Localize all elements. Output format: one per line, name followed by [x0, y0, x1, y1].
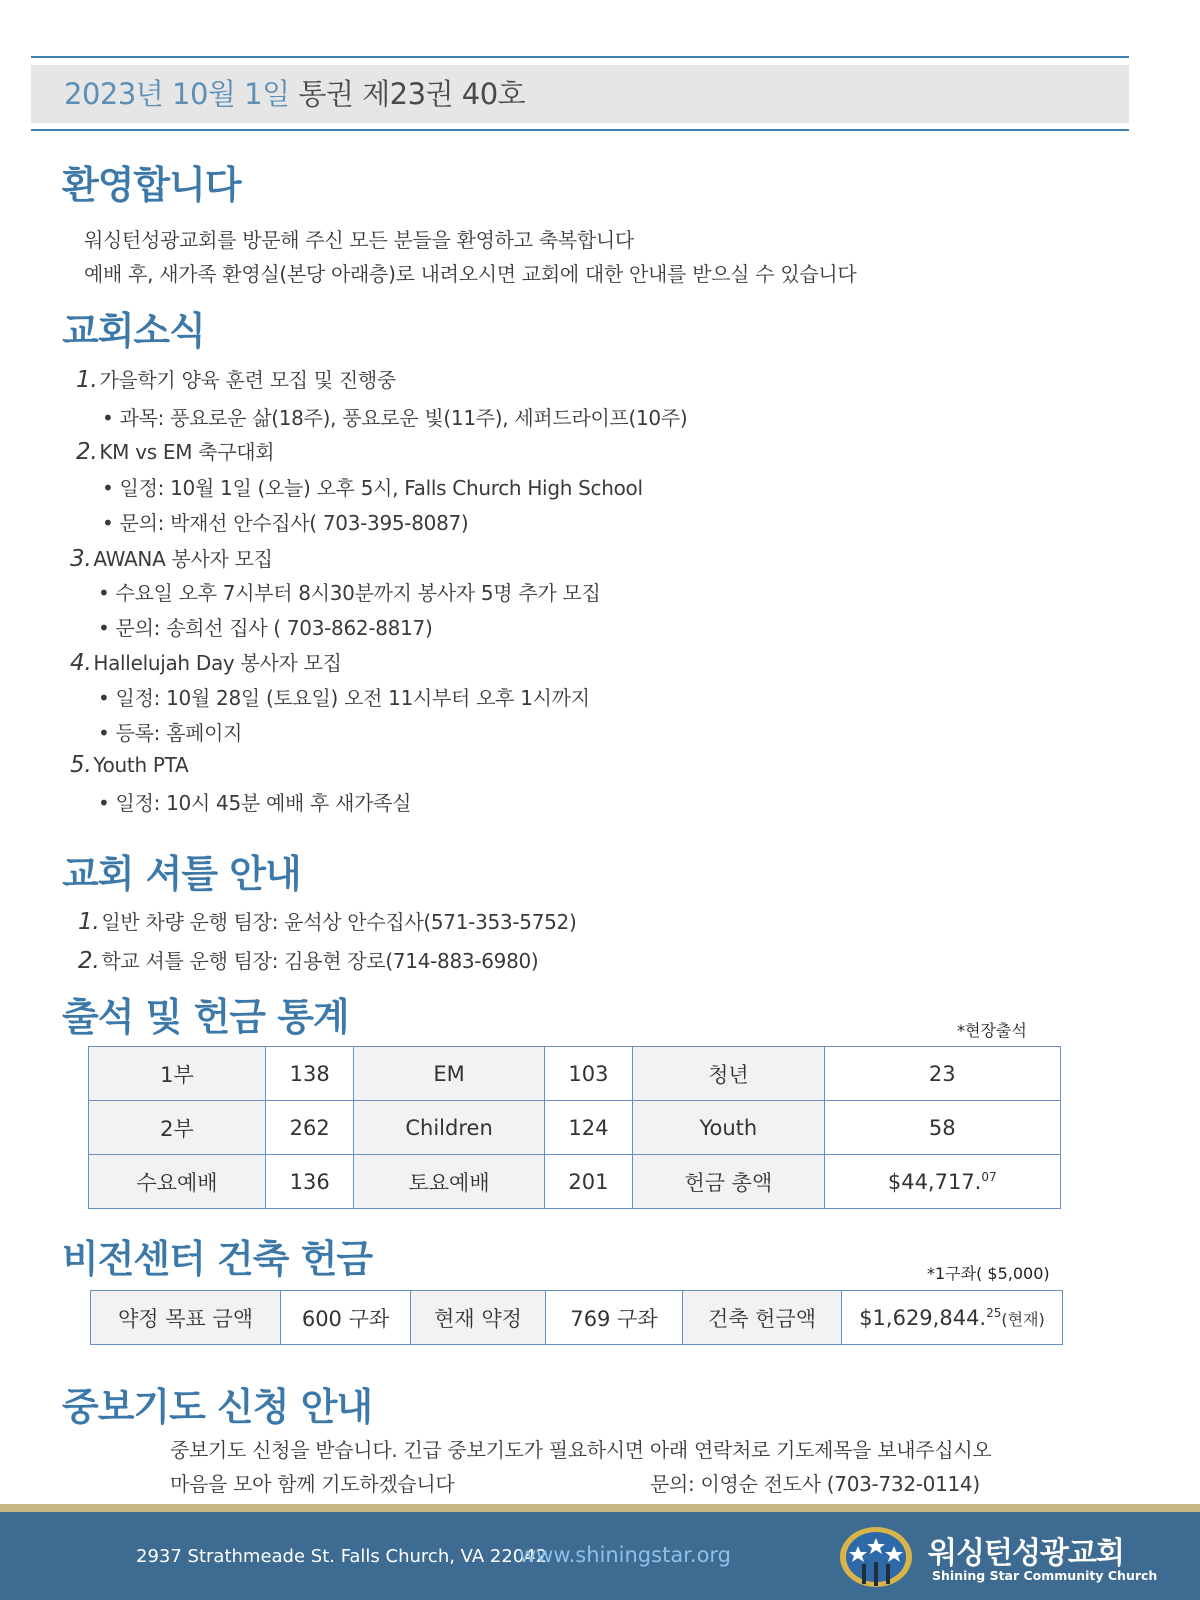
stats-label-cell: 헌금 총액 — [633, 1155, 824, 1209]
stats-label-cell: Youth — [633, 1101, 824, 1155]
table-row — [89, 1047, 1061, 1101]
news-item-1-detail-1: • 과목: 풍요로운 삶(18주), 풍요로운 빛(11주), 세퍼드라이프(10주) — [102, 406, 688, 430]
prayer-title: 중보기도 신청 안내 — [62, 1385, 373, 1429]
welcome-line-1: 워싱턴성광교회를 방문해 주신 모든 분들을 환영하고 축복합니다 — [84, 228, 634, 252]
vision-note: *1구좌( $5,000) — [927, 1264, 1050, 1283]
news-item-4-detail-2: • 등록: 홈페이지 — [98, 721, 243, 745]
church-name-korean: 워싱턴성광교회 — [928, 1536, 1124, 1571]
building-offering-suffix: (현재) — [1001, 1309, 1045, 1329]
vision-label-cell: 약정 목표 금액 — [91, 1291, 281, 1345]
vision-label-cell: 건축 헌금액 — [683, 1291, 842, 1345]
building-offering-amount: $1,629,844. — [859, 1305, 987, 1330]
vision-label-cell: 현재 약정 — [411, 1291, 546, 1345]
news-item-text: 가을학기 양육 훈련 모집 및 진행중 — [99, 368, 396, 392]
news-item-number: 2. — [76, 439, 98, 465]
stats-value-cell: 262 — [265, 1101, 353, 1155]
church-star-logo-icon — [838, 1524, 914, 1590]
welcome-line-2: 예배 후, 새가족 환영실(본당 아래층)로 내려오시면 교회에 대한 안내를 받으실 수 있습니다 — [84, 262, 857, 286]
vision-value-cell: 769 구좌 — [546, 1291, 683, 1345]
stats-value-cell: 23 — [824, 1047, 1061, 1101]
news-item-3 — [70, 543, 273, 572]
stats-label-cell: 토요예배 — [354, 1155, 544, 1209]
news-item-text: AWANA 봉사자 모집 — [93, 547, 273, 571]
stats-title: 출석 및 헌금 통계 — [62, 995, 349, 1039]
stats-value-cell: 201 — [544, 1155, 632, 1209]
vision-table — [90, 1290, 1063, 1345]
building-offering-cell — [842, 1291, 1063, 1345]
total-offering-cell — [824, 1155, 1061, 1209]
stats-label-cell: EM — [354, 1047, 544, 1101]
news-item-4-detail-1: • 일정: 10월 28일 (토요일) 오전 11시부터 오후 1시까지 — [98, 686, 590, 710]
stats-table — [88, 1046, 1061, 1209]
prayer-contact: 문의: 이영순 전도사 (703-732-0114) — [650, 1472, 980, 1496]
shuttle-item-text: 일반 차량 운행 팀장: 윤석상 안수집사(571-353-5752) — [101, 910, 577, 934]
stats-label-cell: 2부 — [89, 1101, 266, 1155]
header-top-rule — [31, 56, 1129, 58]
shuttle-item-1 — [78, 906, 576, 935]
total-offering-amount: $44,717. — [887, 1169, 982, 1194]
stats-label-cell: 청년 — [633, 1047, 824, 1101]
news-item-number: 5. — [70, 752, 92, 778]
issue-volume: 통권 제23권 40호 — [298, 77, 526, 111]
news-item-4 — [70, 647, 342, 676]
shuttle-title: 교회 셔틀 안내 — [62, 852, 301, 896]
table-row — [91, 1291, 1063, 1345]
news-item-text: KM vs EM 축구대회 — [99, 440, 275, 464]
news-item-3-detail-2: • 문의: 송희선 집사 ( 703-862-8817) — [98, 616, 433, 640]
news-item-5 — [70, 752, 188, 778]
church-name-english: Shining Star Community Church — [932, 1568, 1158, 1583]
issue-header — [31, 56, 1129, 132]
stats-note: *현장출석 — [957, 1021, 1027, 1040]
shuttle-item-number: 1. — [78, 909, 100, 935]
stats-label-cell: Children — [354, 1101, 544, 1155]
news-item-2 — [76, 436, 274, 465]
stats-value-cell: 103 — [544, 1047, 632, 1101]
news-item-number: 3. — [70, 546, 92, 572]
issue-date: 2023년 10월 1일 — [64, 77, 290, 111]
table-row — [89, 1155, 1061, 1209]
building-offering-cents: 25 — [986, 1305, 1002, 1320]
stats-value-cell: 58 — [824, 1101, 1061, 1155]
news-item-5-detail-1: • 일정: 10시 45분 예배 후 새가족실 — [98, 791, 412, 815]
stats-value-cell: 138 — [265, 1047, 353, 1101]
news-item-3-detail-1: • 수요일 오후 7시부터 8시30분까지 봉사자 5명 추가 모집 — [98, 581, 601, 605]
prayer-line-2: 마음을 모아 함께 기도하겠습니다 — [170, 1472, 455, 1496]
vision-title: 비전센터 건축 헌금 — [62, 1237, 373, 1281]
stats-label-cell: 수요예배 — [89, 1155, 266, 1209]
news-item-2-detail-2: • 문의: 박재선 안수집사( 703-395-8087) — [102, 511, 469, 535]
church-website-link[interactable]: www.shiningstar.org — [519, 1543, 732, 1567]
stats-label-cell: 1부 — [89, 1047, 266, 1101]
church-address: 2937 Strathmeade St. Falls Church, VA 22042 — [136, 1546, 548, 1567]
issue-line — [64, 72, 525, 116]
news-item-1 — [76, 364, 396, 393]
footer-accent-bar — [0, 1504, 1200, 1512]
shuttle-item-2 — [78, 945, 538, 974]
welcome-title: 환영합니다 — [62, 163, 241, 207]
news-item-text: Hallelujah Day 봉사자 모집 — [93, 651, 342, 675]
news-item-number: 1. — [76, 367, 98, 393]
news-item-2-detail-1: • 일정: 10월 1일 (오늘) 오후 5시, Falls Church High School — [102, 476, 643, 500]
shuttle-item-text: 학교 셔틀 운행 팀장: 김용현 장로(714-883-6980) — [101, 949, 539, 973]
news-title: 교회소식 — [62, 309, 205, 353]
header-bottom-rule — [31, 129, 1129, 131]
news-item-text: Youth PTA — [93, 753, 189, 777]
prayer-line-1: 중보기도 신청을 받습니다. 긴급 중보기도가 필요하시면 아래 연락처로 기도제목을 보내주십시오 — [170, 1438, 992, 1462]
stats-value-cell: 136 — [265, 1155, 353, 1209]
stats-value-cell: 124 — [544, 1101, 632, 1155]
vision-value-cell: 600 구좌 — [281, 1291, 411, 1345]
footer — [0, 1512, 1200, 1600]
shuttle-item-number: 2. — [78, 948, 100, 974]
news-item-number: 4. — [70, 650, 92, 676]
total-offering-cents: 07 — [981, 1169, 997, 1184]
table-row — [89, 1101, 1061, 1155]
